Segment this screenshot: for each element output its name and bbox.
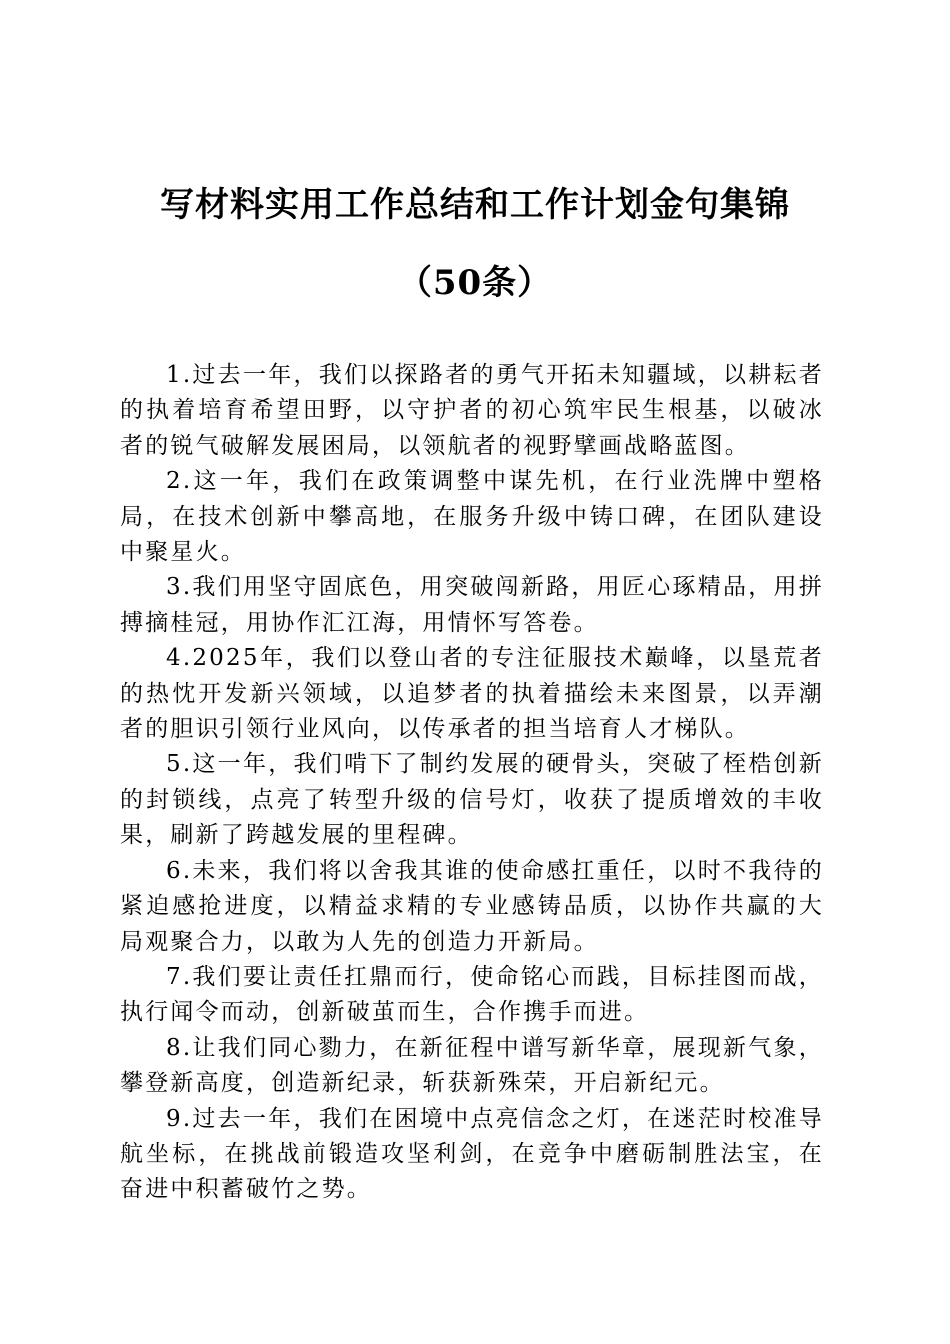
paragraph-7: 7.我们要让责任扛鼎而行，使命铭心而践，目标挂图而战，执行闻令而动，创新破茧而生，合作携手而进。 bbox=[120, 963, 824, 1026]
paragraph-4: 4.2025年，我们以登山者的专注征服技术巅峰，以垦荒者的热忱开发新兴领域，以追梦者的执着描绘未来图景，以弄潮者的胆识引领行业风向，以传承者的担当培育人才梯队。 bbox=[120, 645, 824, 743]
document-body bbox=[120, 358, 824, 1208]
paragraph-2: 2.这一年，我们在政策调整中谋先机，在行业洗牌中塑格局，在技术创新中攀高地，在服务升级中铸口碑，在团队建设中聚星火。 bbox=[120, 468, 824, 566]
paragraph-8: 8.让我们同心勠力，在新征程中谱写新华章，展现新气象，攀登新高度，创造新纪录，斩获新殊荣，开启新纪元。 bbox=[120, 1034, 824, 1097]
paragraph-3: 3.我们用坚守固底色，用突破闯新路，用匠心琢精品，用拼搏摘桂冠，用协作汇江海，用情怀写答卷。 bbox=[120, 574, 824, 636]
paragraph-9: 9.过去一年，我们在困境中点亮信念之灯，在迷茫时校准导航坐标，在挑战前锻造攻坚利剑，在竞争中磨砺制胜法宝，在奋进中积蓄破竹之势。 bbox=[120, 1105, 824, 1203]
paragraph-1: 1.过去一年，我们以探路者的勇气开拓未知疆域，以耕耘者的执着培育希望田野，以守护者的初心筑牢民生根基，以破冰者的锐气破解发展困局，以领航者的视野擘画战略蓝图。 bbox=[120, 362, 824, 459]
document-title: 写材料实用工作总结和工作计划金句集锦（50条） bbox=[160, 185, 790, 303]
paragraph-5: 5.这一年，我们啃下了制约发展的硬骨头，突破了桎梏创新的封锁线，点亮了转型升级的信号灯，收获了提质增效的丰收果，刷新了跨越发展的里程碑。 bbox=[120, 751, 824, 849]
paragraph-6: 6.未来，我们将以舍我其谁的使命感扛重任，以时不我待的紧迫感抢进度，以精益求精的专业感铸品质，以协作共赢的大局观聚合力，以敢为人先的创造力开新局。 bbox=[120, 857, 824, 955]
